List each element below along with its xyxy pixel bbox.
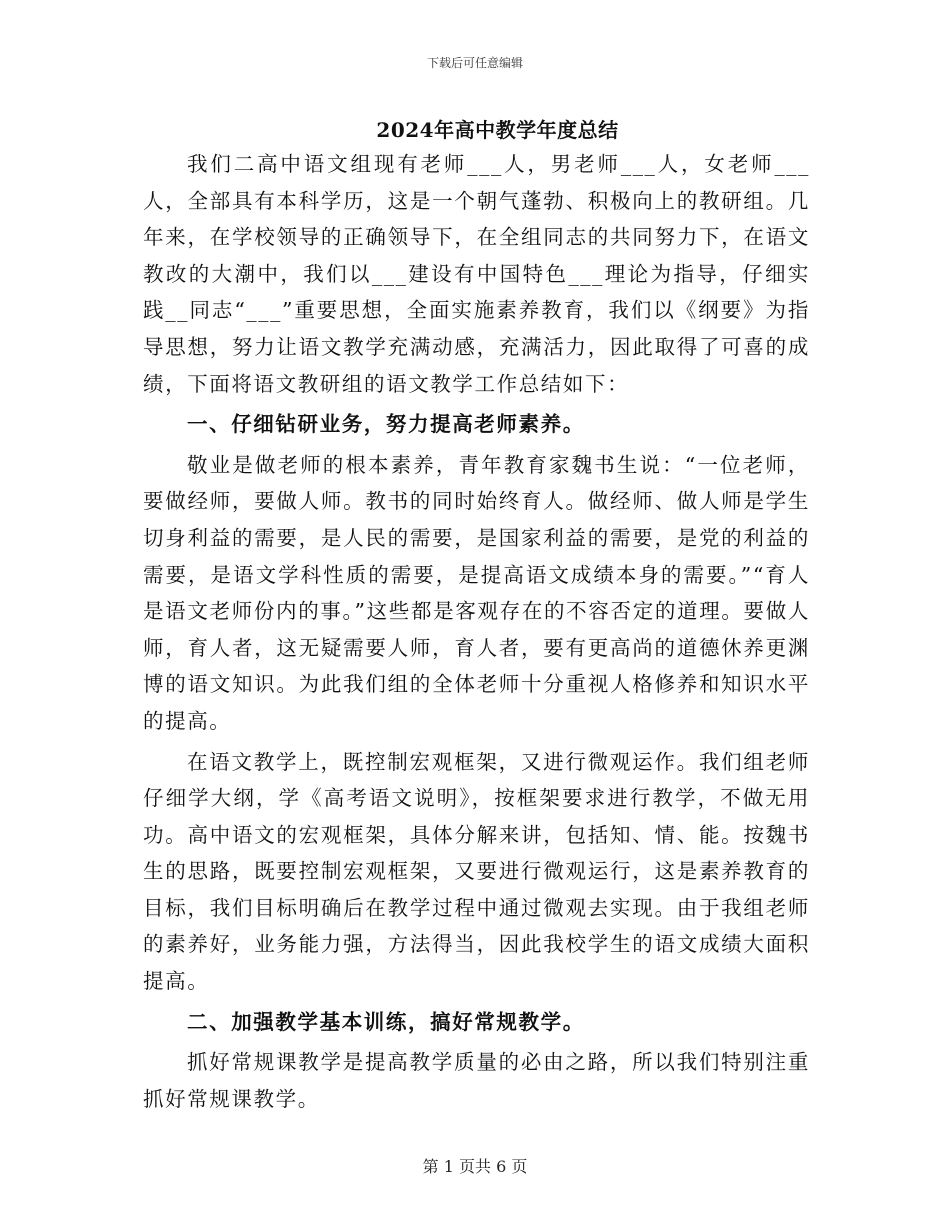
page-number-footer: 第 1 页共 6 页 [422, 1157, 528, 1176]
intro-paragraph: 我们二高中语文组现有老师___人，男老师___人，女老师___人，全部具有本科学历，这是一个朝气蓬勃、积极向上的教研组。几年来，在学校领导的正确领导下，在全组同志的共同努力下，在语文教改的大潮中，我们以___建设有中国特色___理论为指导，仔细实践__同志“___”重要思想，全面实施素养教育，我们以《纲要》为指导思想，努力让语文教学充满动感，充满活力，因此取得了可喜的成绩，下面将语文教研组的语文教学工作总结如下： [143, 152, 810, 396]
section-2-paragraph-1: 抓好常规课教学是提高教学质量的必由之路，所以我们特别注重抓好常规课教学。 [143, 1050, 810, 1111]
document-body [143, 146, 810, 1117]
section-1-paragraph-1: 敬业是做老师的根本素养，青年教育家魏书生说：“一位老师，要做经师，要做人师。教书的同时始终育人。做经师、做人师是学生切身利益的需要，是人民的需要，是国家利益的需要，是党的利益的需要，是语文学科性质的需要，是提高语文成绩本身的需要。”“育人是语文老师份内的事。”这些都是客观存在的不容否定的道理。要做人师，育人者，这无疑需要人师，育人者，要有更高尚的道德休养更渊博的语文知识。为此我们组的全体老师十分重视人格修养和知识水平的提高。 [143, 452, 810, 733]
section-1-paragraph-2: 在语文教学上，既控制宏观框架，又进行微观运作。我们组老师仔细学大纲，学《高考语文说明》，按框架要求进行教学，不做无用功。高中语文的宏观框架，具体分解来讲，包括知、情、能。按魏书生的思路，既要控制宏观框架，又要进行微观运行，这是素养教育的目标，我们目标明确后在教学过程中通过微观去实现。由于我组老师的素养好，业务能力强，方法得当，因此我校学生的语文成绩大面积提高。 [143, 749, 810, 994]
header-note: 下载后可任意编辑 [426, 56, 523, 70]
section-heading-2: 二、加强教学基本训练，搞好常规教学。 [187, 1009, 585, 1034]
document-title: 2024年高中教学年度总结 [376, 118, 619, 142]
section-heading-1: 一、仔细钻研业务，努力提高老师素养。 [187, 412, 585, 437]
